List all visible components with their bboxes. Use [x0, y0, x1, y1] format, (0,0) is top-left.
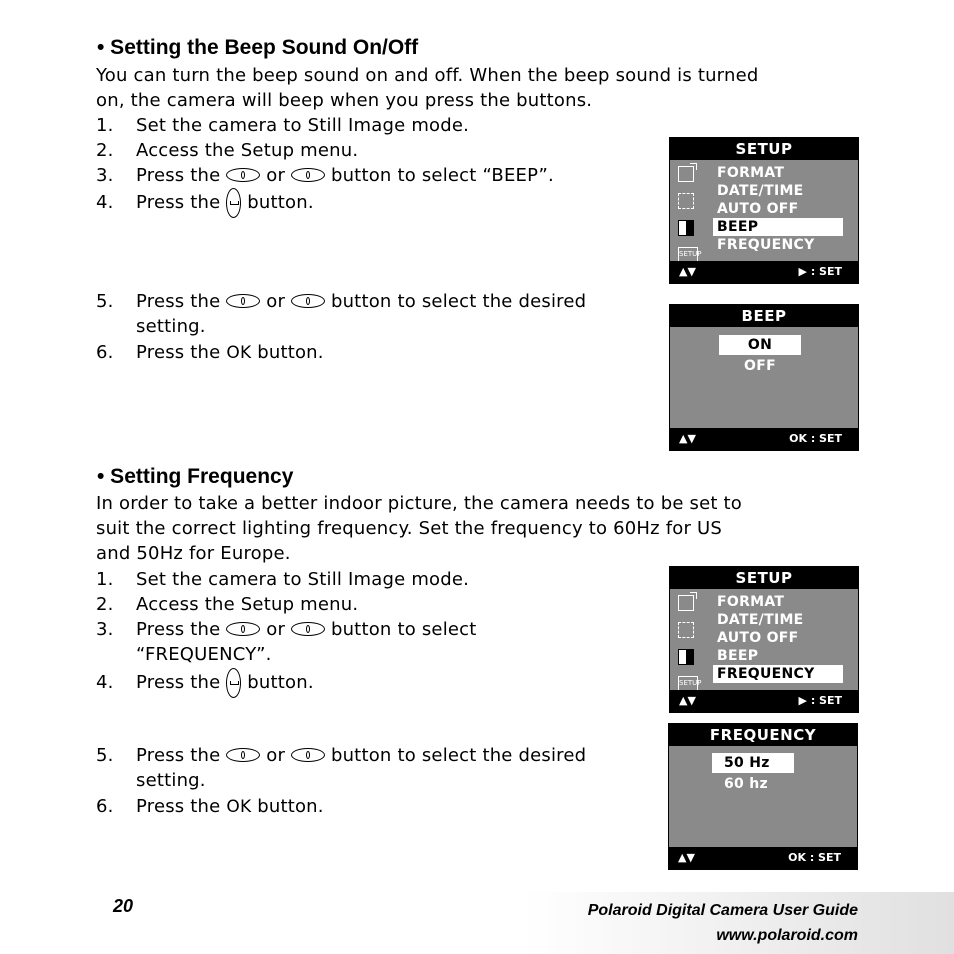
beep-step-1: 1. Set the camera to Still Image mode.: [96, 115, 470, 136]
status-hint: OK : SET: [789, 432, 842, 445]
ok-button-icon: OK: [226, 797, 252, 817]
screen-title: BEEP: [670, 305, 858, 327]
scroll-button-icon: [291, 294, 325, 308]
updown-icon: ▲▼: [679, 265, 696, 278]
option-on[interactable]: ON: [719, 335, 801, 355]
beep-step-4: 4. Press the button.: [96, 188, 314, 218]
page-number: 20: [113, 896, 134, 916]
frequency-intro-line1: In order to take a better indoor picture, the camera needs to be set to: [96, 493, 743, 514]
frequency-intro: [96, 491, 858, 566]
camera-screen-frequency: [668, 723, 858, 870]
ok-button-icon: OK: [226, 343, 252, 363]
frequency-intro-line3: and 50Hz for Europe.: [96, 543, 291, 564]
option-off[interactable]: OFF: [744, 358, 776, 374]
menu-item-datetime[interactable]: DATE/TIME: [717, 183, 804, 199]
memory-card-icon: [678, 595, 694, 611]
status-hint: ▶ : SET: [798, 694, 842, 707]
beep-step-5: 5. Press the or button to select the desired setting.: [96, 291, 587, 337]
camera-screen-beep: [669, 304, 859, 451]
footer-text: [588, 898, 858, 948]
screen-status-bar: [670, 690, 858, 712]
scroll-button-icon: [291, 748, 325, 762]
updown-icon: ▲▼: [679, 694, 696, 707]
beep-intro-line2: on, the camera will beep when you press the buttons.: [96, 90, 593, 111]
quality-icon: [678, 220, 694, 236]
menu-item-datetime[interactable]: DATE/TIME: [717, 612, 804, 628]
screen-title: FREQUENCY: [669, 724, 857, 746]
beep-options: [719, 335, 801, 377]
section-heading-beep: • Setting the Beep Sound On/Off: [97, 36, 419, 59]
camera-screen-setup-frequency: [669, 566, 859, 713]
quality-icon: [678, 649, 694, 665]
status-hint: OK : SET: [788, 851, 841, 864]
setup-icon-column: [678, 595, 702, 702]
camera-screen-setup-beep: [669, 137, 859, 284]
screen-status-bar: [670, 261, 858, 283]
freq-step-3: 3. Press the or button to select “FREQUENCY”.: [96, 619, 477, 665]
scroll-button-icon: [291, 622, 325, 636]
scroll-button-icon: [226, 748, 260, 762]
screen-status-bar: [669, 847, 857, 869]
scroll-button-icon: [226, 168, 260, 182]
freq-step-4: 4. Press the button.: [96, 668, 314, 698]
freq-step-1: 1. Set the camera to Still Image mode.: [96, 569, 470, 590]
menu-item-frequency[interactable]: FREQUENCY: [713, 665, 843, 683]
menu-button-icon: [226, 668, 241, 698]
setup-menu-list: [713, 593, 843, 683]
menu-item-format[interactable]: FORMAT: [717, 165, 785, 181]
menu-button-icon: [226, 188, 241, 218]
menu-item-beep[interactable]: BEEP: [717, 648, 759, 664]
scroll-button-icon: [226, 622, 260, 636]
clock-icon: [678, 193, 694, 209]
option-60hz[interactable]: 60 hz: [724, 776, 768, 792]
beep-intro-line1: You can turn the beep sound on and off. When the beep sound is turned: [96, 65, 759, 86]
beep-step-2: 2. Access the Setup menu.: [96, 140, 359, 161]
footer-url[interactable]: www.polaroid.com: [716, 927, 858, 944]
status-hint: ▶ : SET: [798, 265, 842, 278]
freq-step-6: 6. Press the OK button.: [96, 796, 324, 817]
clock-icon: [678, 622, 694, 638]
updown-icon: ▲▼: [679, 432, 696, 445]
beep-step-3: 3. Press the or button to select “BEEP”.: [96, 165, 554, 186]
beep-step-6: 6. Press the OK button.: [96, 342, 324, 363]
section-heading-frequency: • Setting Frequency: [97, 465, 294, 488]
footer-title: Polaroid Digital Camera User Guide: [587, 902, 858, 919]
menu-item-format[interactable]: FORMAT: [717, 594, 785, 610]
beep-intro: [96, 63, 856, 113]
menu-item-beep[interactable]: BEEP: [713, 218, 843, 236]
freq-step-5: 5. Press the or button to select the desired setting.: [96, 745, 587, 791]
menu-item-autooff[interactable]: AUTO OFF: [717, 630, 799, 646]
scroll-button-icon: [226, 294, 260, 308]
frequency-intro-line2: suit the correct lighting frequency. Set the frequency to 60Hz for US: [96, 518, 723, 539]
setup-icon-column: [678, 166, 702, 273]
updown-icon: ▲▼: [678, 851, 695, 864]
screen-title: SETUP: [670, 138, 858, 160]
freq-step-2: 2. Access the Setup menu.: [96, 594, 359, 615]
screen-title: SETUP: [670, 567, 858, 589]
scroll-button-icon: [291, 168, 325, 182]
option-50hz[interactable]: 50 Hz: [712, 753, 794, 773]
frequency-options: [712, 753, 794, 795]
memory-card-icon: [678, 166, 694, 182]
setup-icon: SETUP: [678, 247, 698, 262]
menu-item-autooff[interactable]: AUTO OFF: [717, 201, 799, 217]
screen-status-bar: [670, 428, 858, 450]
setup-menu-list: [713, 164, 843, 254]
setup-icon: SETUP: [678, 676, 698, 691]
menu-item-frequency[interactable]: FREQUENCY: [717, 237, 815, 253]
